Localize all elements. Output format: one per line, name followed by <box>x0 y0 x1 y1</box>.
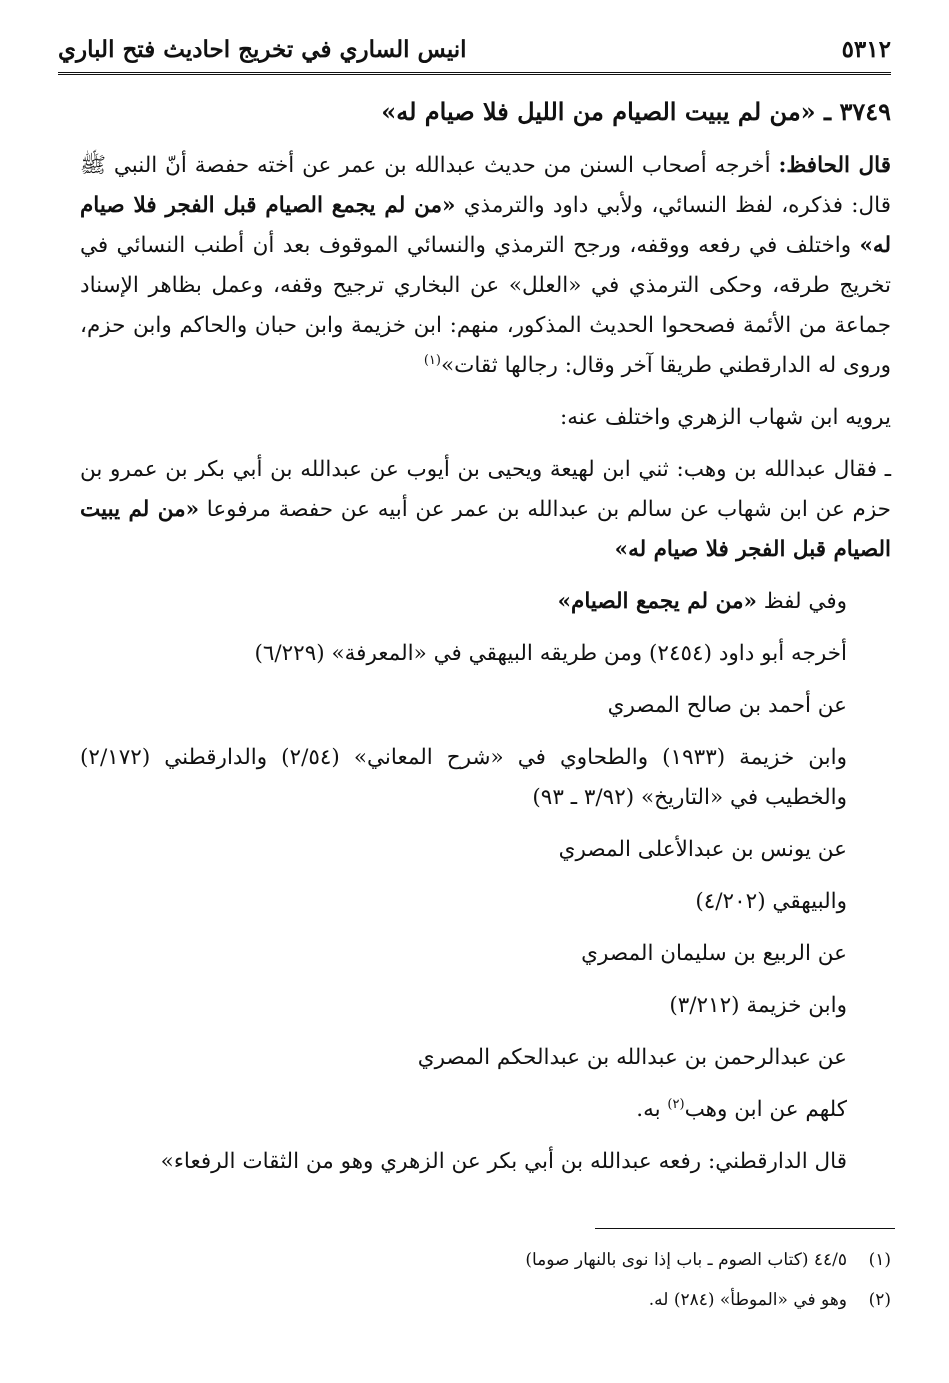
footnotes <box>200 1240 891 1320</box>
narrator-line: عن أحمد بن صالح المصري <box>607 693 847 718</box>
footnote-number: (١) <box>868 1250 891 1270</box>
daraqutni-quote: قال الدارقطني: رفعه عبدالله بن أبي بكر عن الزهري وهو من الثقات الرفعاء» <box>160 1149 847 1174</box>
book-title: انيس الساري في تخريج احاديث فتح الباري <box>58 35 467 63</box>
running-header <box>58 26 891 75</box>
narrator-line: عن الربيع بن سليمان المصري <box>581 941 847 966</box>
footnote-text: وهو في «الموطأ» (٢٨٤) له. <box>648 1290 847 1310</box>
page-number: ٥٣١٢ <box>841 35 891 63</box>
footnote-number: (٢) <box>868 1290 891 1310</box>
paragraph-ibn-wahb <box>80 450 891 570</box>
hadith-quote: «من لم يبيت الصيام قبل الفجر فلا صيام له» <box>80 497 891 562</box>
takhrij-line: وابن خزيمة (٣/٢١٢) <box>669 993 847 1018</box>
narrator-line: عن يونس بن عبدالأعلى المصري <box>558 837 847 862</box>
hadith-quote: «من لم يجمع الصيام قبل الفجر فلا صيام له» <box>80 193 891 258</box>
footnote-1 <box>200 1240 891 1280</box>
footnote-ref-2[interactable]: (٢) <box>667 1096 685 1112</box>
paragraph-text: كلهم عن ابن وهب <box>684 1097 847 1122</box>
paragraph-text: به. <box>636 1097 668 1122</box>
paragraph-narration: يرويه ابن شهاب الزهري واختلف عنه: <box>560 405 891 430</box>
hafiz-label: قال الحافظ: <box>778 153 892 178</box>
paragraph-text: وفي لفظ <box>756 589 847 614</box>
summary-line <box>80 1090 891 1130</box>
entry-hadith-text: «من لم يبيت الصيام من الليل فلا صيام له» <box>381 97 816 126</box>
takhrij-line: أخرجه أبو داود (٢٤٥٤) ومن طريقه البيهقي في «المعرفة» (٦/٢٢٩) <box>254 641 847 666</box>
main-text <box>80 146 891 1194</box>
paragraph-text: ـ فقال عبدالله بن وهب: ثني ابن لهيعة ويحيى بن أيوب عن عبدالله بن أبي بكر بن عمرو بن حزم عن ابن شهاب عن سالم بن عبدالله بن عمر عن أبيه عن حفصة مرفوعا <box>80 457 891 522</box>
paragraph-text: واختلف في رفعه ووقفه، ورجح الترمذي والنسائي الموقوف بعد أن أطنب النسائي في تخريج طرقه، وحكى الترمذي في «العلل» عن البخاري ترجيح وقفه، وعمل بظاهر الإسناد جماعة من الأئمة فصححوا الحديث المذكور، منهم: ابن خزيمة وابن حبان والحاكم وابن حزم، وروى له الدارقطني طريقا آخر وقال: رجالها ثقات» <box>80 233 891 378</box>
footnote-text: ٤٤/٥ (كتاب الصوم ـ باب إذا نوى بالنهار صوما) <box>525 1250 847 1270</box>
footnote-ref-1[interactable]: (١) <box>423 352 441 368</box>
entry-heading <box>58 90 891 134</box>
paragraph-text: أخرجه أصحاب السنن من حديث عبدالله بن عمر عن أخته حفصة أنّ النبي ﷺ قال: فذكره، لفظ النسائي، ولأبي داود والترمذي <box>80 153 891 218</box>
hadith-quote: «من لم يجمع الصيام» <box>557 589 757 614</box>
entry-number: ٣٧٤٩ <box>839 97 891 126</box>
narrator-line: عن عبدالرحمن بن عبدالله بن عبدالحكم المصري <box>417 1045 847 1070</box>
takhrij-line: والبيهقي (٤/٢٠٢) <box>695 889 847 914</box>
paragraph-variant <box>80 582 891 622</box>
takhrij-line: وابن خزيمة (١٩٣٣) والطحاوي في «شرح المعاني» (٢/٥٤) والدارقطني (٢/١٧٢) والخطيب في «التاريخ» (٣/٩٢ ـ ٩٣) <box>80 745 847 810</box>
footnote-2 <box>200 1280 891 1320</box>
entry-dash: ـ <box>824 97 832 126</box>
paragraph-hafiz <box>80 146 891 386</box>
footnote-separator <box>595 1228 895 1229</box>
